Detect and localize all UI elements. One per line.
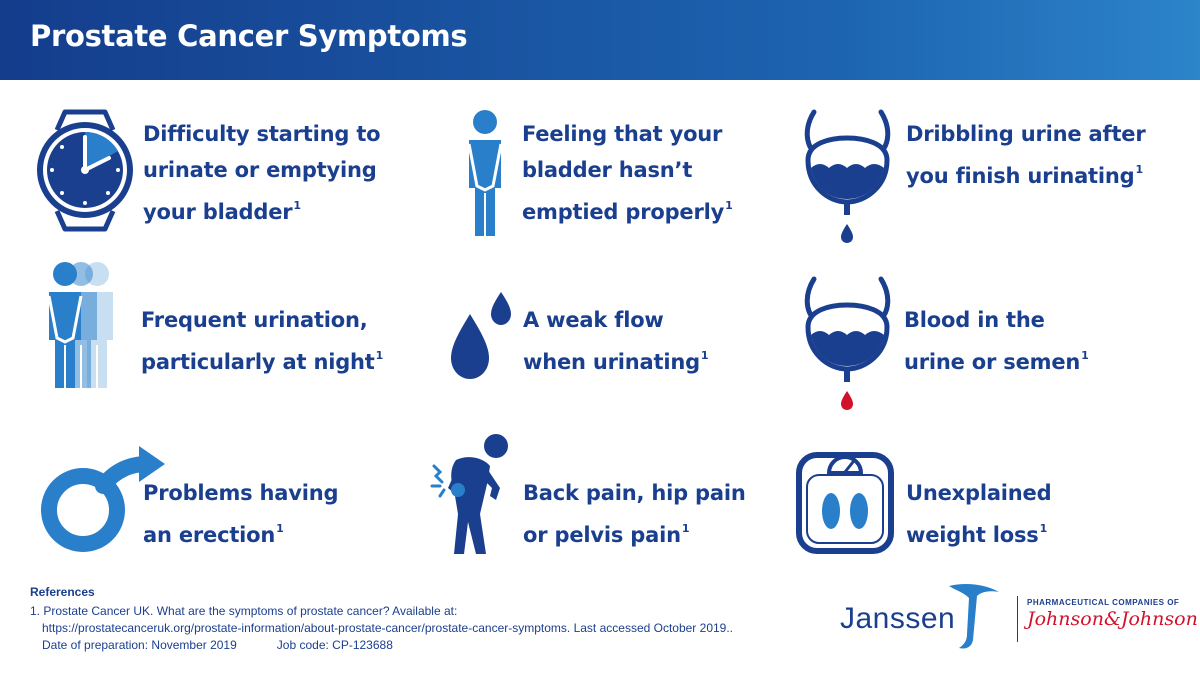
- symptom-text: Dribbling urine after you finish urinating$^1$: [906, 122, 1146, 188]
- symptom-text: Difficulty starting to urinate or emptying your bladder$^1$: [143, 122, 381, 224]
- logo-tagline: PHARMACEUTICAL COMPANIES OF: [1027, 598, 1180, 607]
- back-pain-person-icon: [428, 430, 518, 560]
- weighing-scale-icon: [795, 445, 895, 555]
- jnj-wordmark: Johnson&Johnson: [1027, 608, 1198, 630]
- symptom-text: Unexplained weight loss$^1$: [906, 481, 1052, 547]
- symptom-text: Problems having an erection$^1$: [143, 481, 339, 547]
- symptom-card-weak-flow: [445, 260, 835, 430]
- logo-divider: [1017, 596, 1018, 642]
- symptom-text: Frequent urination, particularly at night$^1$: [141, 308, 384, 374]
- job-code: Job code: CP-123688: [276, 638, 393, 652]
- symptom-card-frequent: [35, 260, 425, 430]
- symptom-card-difficulty: [35, 108, 425, 278]
- reference-url[interactable]: https://prostatecanceruk.org/prostate-information/about-prostate-cancer/prostate-cancer-symptoms. Last accessed October 2019..: [42, 621, 734, 635]
- page-title: Prostate Cancer Symptoms: [30, 19, 468, 53]
- repeated-person-icon: [35, 260, 130, 395]
- symptom-card-bladder-not-emptied: [455, 108, 845, 278]
- symptom-text: A weak flow when urinating$^1$: [523, 308, 709, 374]
- janssen-logo: [835, 580, 1198, 650]
- symptom-text: Back pain, hip pain or pelvis pain$^1$: [523, 481, 746, 547]
- symptom-text: Feeling that your bladder hasn’t emptied properly$^1$: [522, 122, 733, 224]
- janssen-wordmark: Janssen: [840, 602, 956, 635]
- standing-person-icon: [455, 108, 515, 238]
- references: [30, 585, 810, 654]
- symptom-text: Blood in the urine or semen$^1$: [904, 308, 1089, 374]
- preparation-info: [30, 637, 810, 654]
- symptom-card-blood: [800, 275, 1190, 445]
- preparation-date: Date of preparation: November 2019: [42, 638, 237, 652]
- symptom-card-back-pain: [428, 430, 818, 600]
- water-drops-icon: [445, 292, 520, 392]
- reference-citation: 1. Prostate Cancer UK. What are the symptoms of prostate cancer? Available at:: [30, 604, 458, 618]
- clock-icon: [35, 108, 135, 233]
- bladder-blood-icon: [800, 275, 895, 415]
- header-banner: [0, 0, 1200, 80]
- references-title: References: [30, 585, 95, 599]
- bladder-droplet-icon: [800, 108, 895, 248]
- symptom-card-dribbling: [800, 108, 1190, 278]
